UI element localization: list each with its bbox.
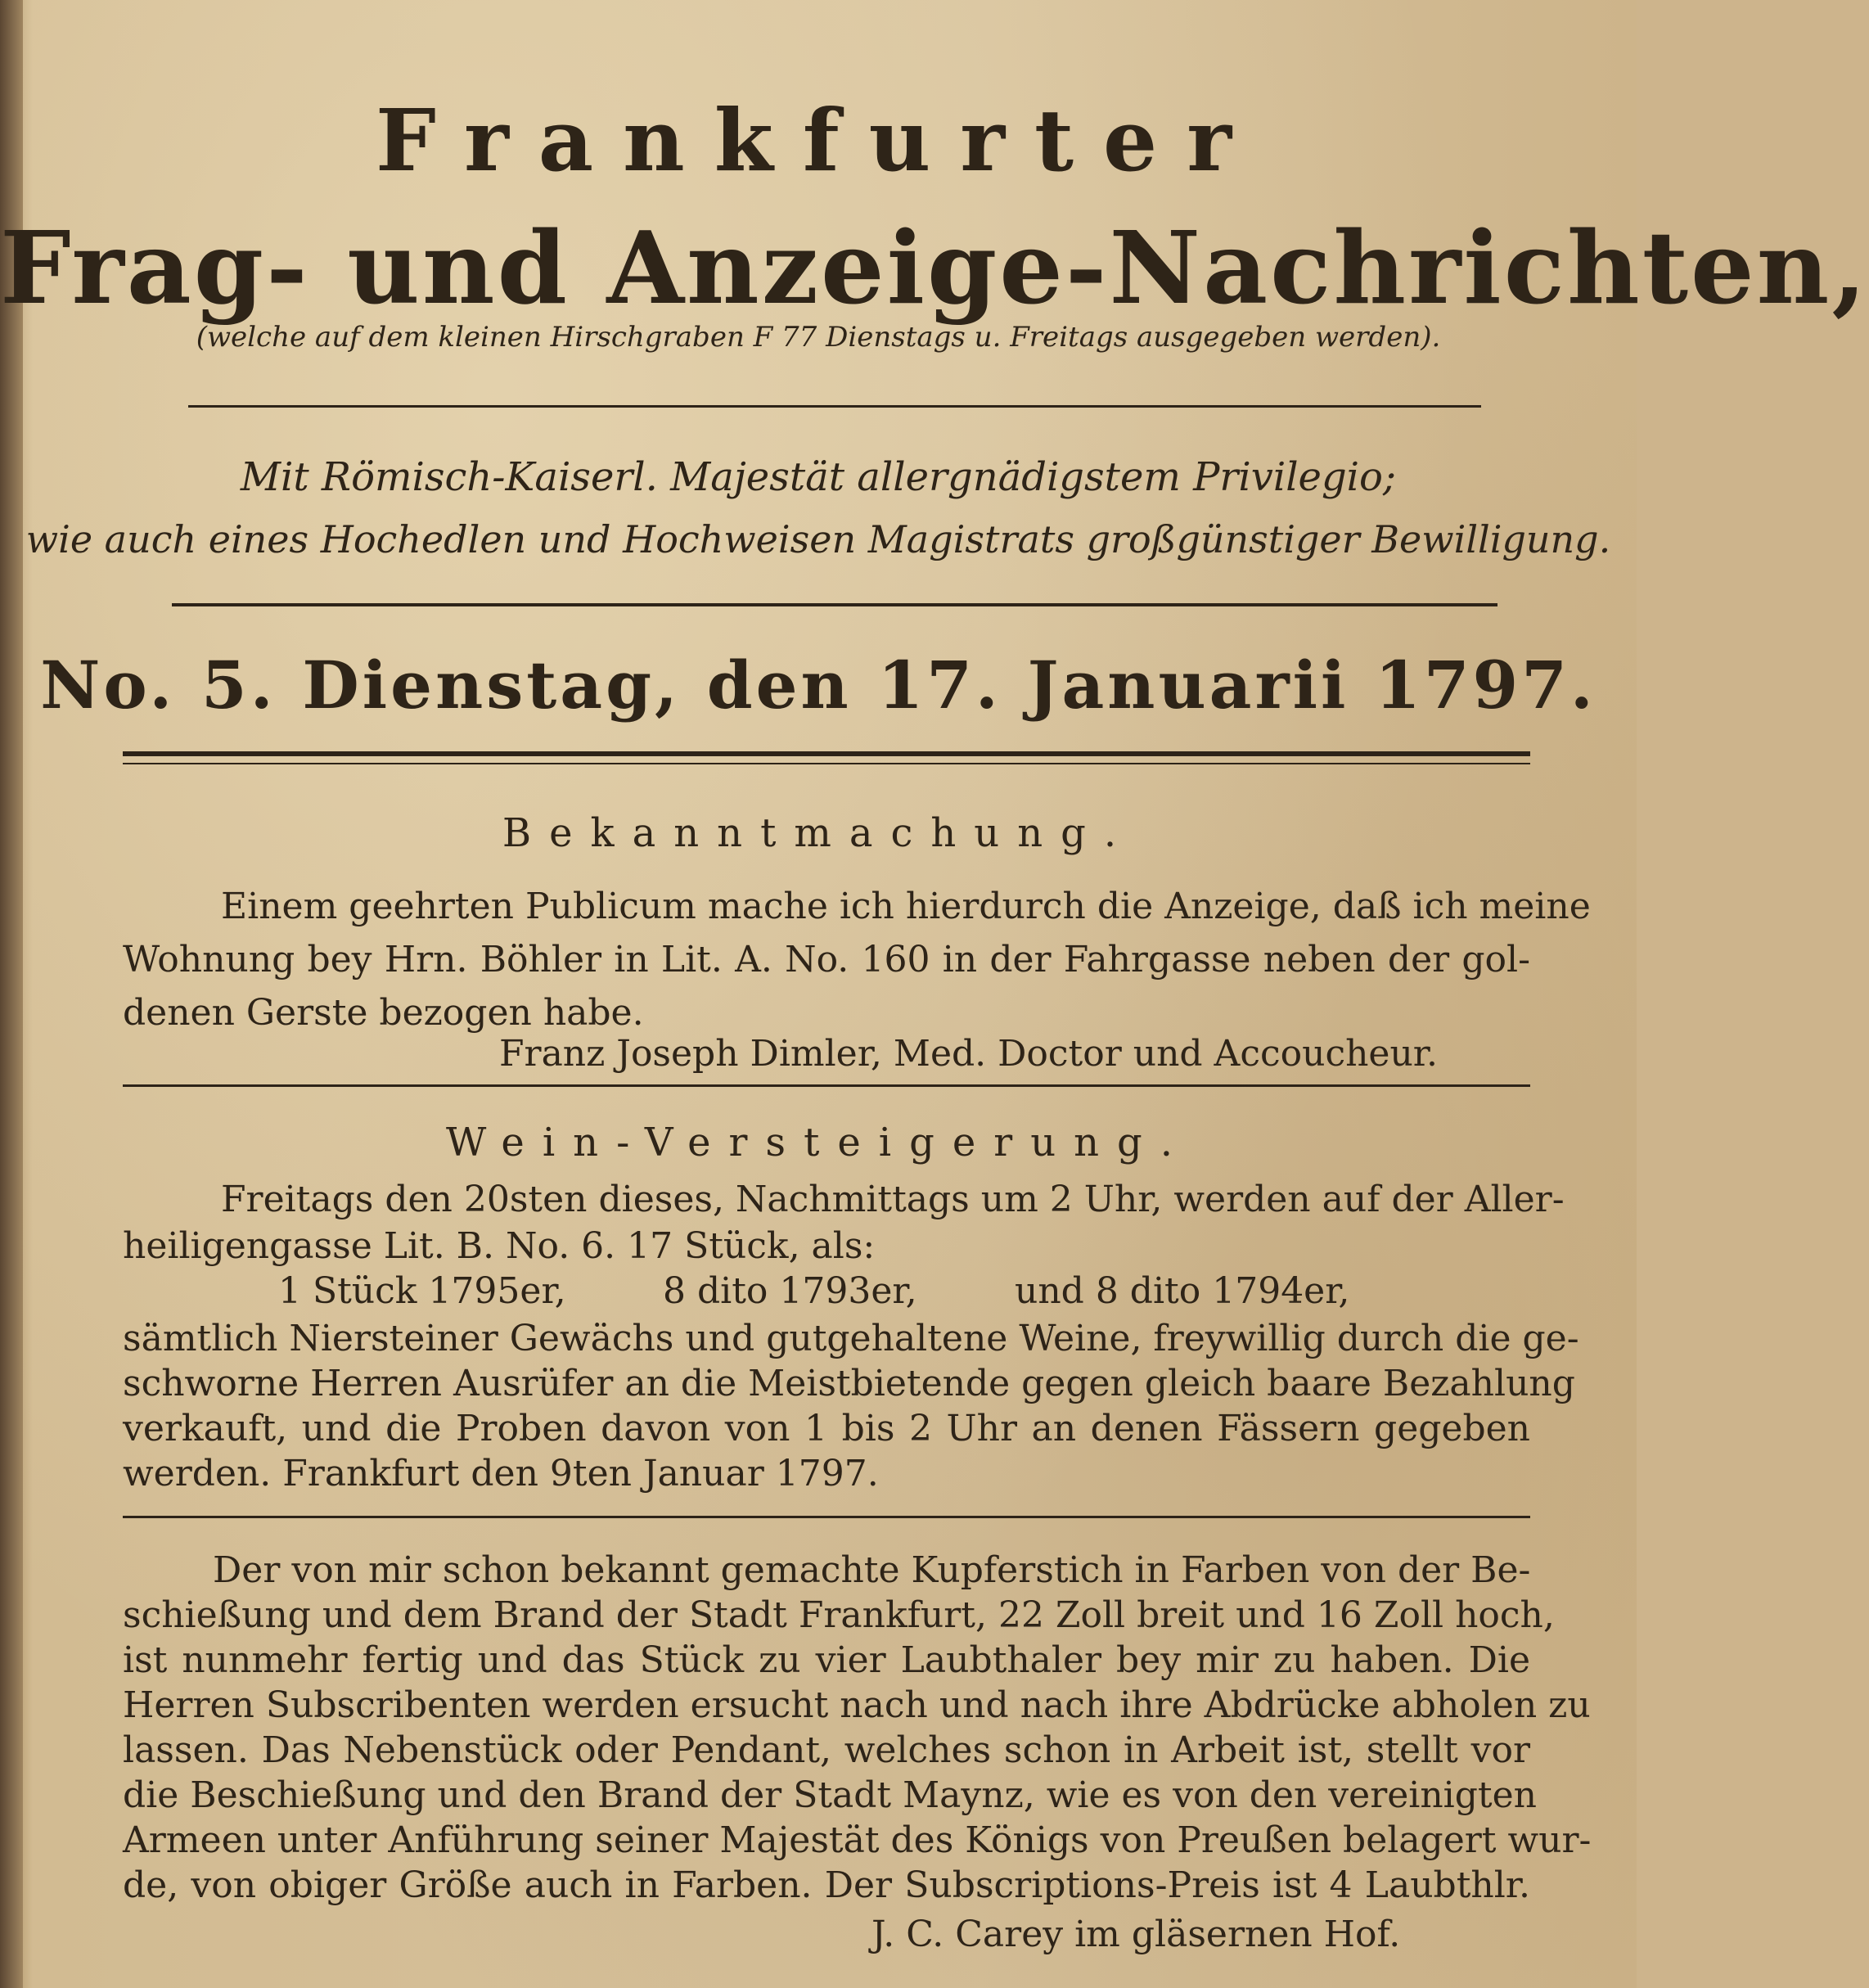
notice-text-line: schworne Herren Ausrüfer an die Meistbietende gegen gleich baare Bezahlung [123, 1363, 1575, 1404]
masthead-subline: (welche auf dem kleinen Hirschgraben F 77 Dienstags u. Freitags ausgegeben werden). [196, 321, 1441, 354]
notice-text-line: Der von mir schon bekannt gemachte Kupferstich in Farben von der Be- [213, 1549, 1531, 1591]
notice-heading: Wein-Versteigerung. [446, 1120, 1191, 1165]
wine-item: 8 dito 1793er, [663, 1270, 917, 1312]
wine-item: 1 Stück 1795er, [278, 1270, 566, 1312]
notice-text-line: Wohnung bey Hrn. Böhler in Lit. A. No. 160 in der Fahrgasse neben der gol- [123, 939, 1530, 980]
notice-heading: Bekanntmachung. [502, 810, 1135, 856]
notice-text-line: die Beschießung und den Brand der Stadt Maynz, wie es von den vereinigten [123, 1774, 1537, 1816]
wine-item: und 8 dito 1794er, [1015, 1270, 1350, 1312]
divider-rule [123, 751, 1530, 756]
notice-text-line: denen Gerste bezogen habe. [123, 992, 644, 1034]
notice-signature: J. C. Carey im gläsernen Hof. [871, 1914, 1401, 1955]
notice-text-line: werden. Frankfurt den 9ten Januar 1797. [123, 1453, 879, 1494]
divider-rule [188, 405, 1481, 408]
notice-signature: Franz Joseph Dimler, Med. Doctor und Accoucheur. [499, 1033, 1438, 1075]
privilege-line2: wie auch eines Hochedlen und Hochweisen Magistrats großgünstiger Bewilligung. [25, 517, 1611, 561]
notice-text-line: de, von obiger Größe auch in Farben. Der Subscriptions-Preis ist 4 Laubthlr. [123, 1864, 1530, 1906]
divider-rule [123, 1516, 1530, 1518]
notice-text-line: ist nunmehr fertig und das Stück zu vier Laubthaler bey mir zu haben. Die [123, 1639, 1530, 1681]
notice-text-line: Einem geehrten Publicum mache ich hierdurch die Anzeige, daß ich meine [221, 886, 1591, 927]
notice-text-line: sämtlich Niersteiner Gewächs und gutgehaltene Weine, freywillig durch die ge- [123, 1318, 1579, 1359]
divider-rule [123, 1084, 1530, 1087]
notice-text-line: heiligengasse Lit. B. No. 6. 17 Stück, als: [123, 1225, 876, 1267]
issue-line: No. 5. Dienstag, den 17. Januarii 1797. [40, 647, 1597, 724]
masthead-title-line1: Frankfurter [375, 90, 1261, 191]
notice-text-line: Armeen unter Anführung seiner Majestät des Königs von Preußen belagert wur- [123, 1819, 1592, 1861]
notice-text-line: schießung und dem Brand der Stadt Frankfurt, 22 Zoll breit und 16 Zoll hoch, [123, 1594, 1555, 1636]
privilege-line1: Mit Römisch-Kaiserl. Majestät allergnädigstem Privilegio; [240, 454, 1397, 500]
masthead-title-line2: Frag- und Anzeige-Nachrichten, [0, 209, 1869, 327]
notice-text-line: lassen. Das Nebenstück oder Pendant, welches schon in Arbeit ist, stellt vor [123, 1729, 1530, 1771]
divider-rule [172, 603, 1497, 606]
notice-text-line: Freitags den 20sten dieses, Nachmittags um 2 Uhr, werden auf der Aller- [221, 1179, 1565, 1220]
notice-text-line: verkauft, und die Proben davon von 1 bis 2 Uhr an denen Fässern gegeben [123, 1408, 1530, 1449]
notice-text-line: Herren Subscribenten werden ersucht nach und nach ihre Abdrücke abholen zu [123, 1684, 1591, 1726]
divider-rule [123, 763, 1530, 764]
